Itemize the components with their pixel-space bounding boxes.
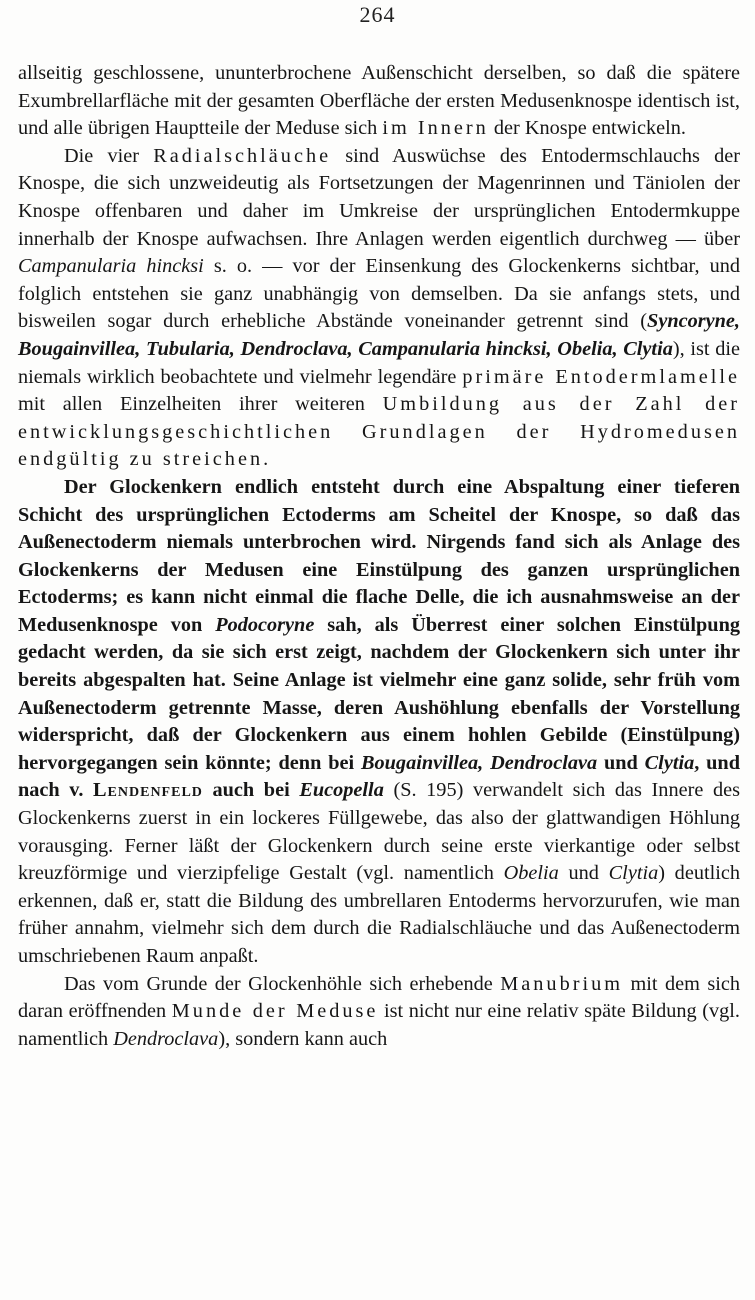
paragraph-2 [18, 143, 740, 474]
text-run: s. o. — vor der Einsenkung des Glockenkerns sichtbar, und folglich entstehen sie ganz unabhängig von demselben. Da sie anfangs stets, und bisweilen sogar durch erhebliche Abstände voneinander getrennt sind ( [18, 255, 741, 333]
text-run: Das vom Grunde der Glockenhöhle sich erhebende [64, 972, 501, 995]
text-run: ), sondern kann auch [218, 1027, 388, 1050]
text-run: ist nicht nur eine relativ späte Bildung (vgl. namentlich [18, 1000, 740, 1050]
taxon-name: Bougainvillea, Dendroclava [360, 751, 598, 774]
spaced-emphasis: Radialschläuche [153, 144, 332, 167]
text-run: Der Glockenkern endlich entsteht durch eine Abspaltung einer tieferen Schicht des ursprünglichen Ectoderms am Scheitel der Knospe, so daß das Außenectoderm niemals unterbrochen wird. Nirgends fand sich als Anlage des Glockenkerns der Medusen eine Einstülpung des ganzen ursprünglichen Ectoderms; es kann nicht einmal die flache Delle, die ich ausnahmsweise an der Medusenknospe von [18, 475, 740, 636]
text-run: , und nach v. [18, 751, 740, 802]
taxon-name: Clytia [644, 751, 695, 774]
text-run: Die vier [64, 144, 154, 167]
spaced-emphasis: primäre Entodermlamelle [462, 365, 741, 388]
text-run: und [558, 862, 609, 885]
text-run: mit dem sich daran eröffnenden [18, 972, 741, 1023]
taxon-name: Clytia [608, 862, 659, 885]
text-run: sind Auswüchse des Entodermschlauchs der Knospe, die sich unzweideutig als Fortsetzungen der Magenrinnen und Täniolen der Knospe offenbaren und daher im Umkreise der ursprünglichen Entodermkuppe innerhalb der Knospe aufwachsen. Ihre Anlagen werden eigentlich durchweg — über [18, 144, 740, 250]
taxon-name: Campanularia hincksi [18, 255, 204, 278]
text-run: mit allen Einzelheiten ihrer weiteren [18, 393, 383, 416]
page-number: 264 [359, 2, 396, 27]
text-run: allseitig geschlossene, ununterbrochene Außenschicht derselben, so daß die spätere Exumbrellarfläche mit der gesamten Oberfläche der ersten Medusenknospe identisch ist, und alle übrigen Hauptteile der Meduse sich [18, 62, 740, 140]
text-run: ), ist die niemals wirklich beobachtete und vielmehr legendäre [18, 337, 740, 388]
text-run: auch bei [202, 779, 300, 802]
taxon-name: Obelia [503, 862, 559, 885]
spaced-emphasis: im Innern [382, 117, 489, 140]
taxon-name: Eucopella [299, 779, 384, 802]
text-run: (S. 195) verwandelt sich das Innere des Glockenkerns zuerst in ein lockeres Füllgewebe, das also der glattwandigen Höhlung vorausging. Ferner läßt der Glockenkern durch seine erste vierkantige oder selbst kreuzförmige und vierzipfelige Gestalt (vgl. namentlich [18, 779, 740, 885]
spaced-emphasis: Umbildung aus der Zahl der entwicklungsgeschichtlichen Grundlagen der Hydromedusen endgültig zu streichen. [18, 393, 740, 471]
text-run: ) deutlich erkennen, daß er, statt die Bildung des umbrellaren Entoderms hervorzurufen, wie man früher annahm, vielmehr sich dem durch die Radialschläuche und das Außenectoderm umschriebenen Raum anpaßt. [18, 862, 741, 967]
text-run: und [597, 751, 645, 774]
author-name: Lendenfeld [93, 779, 203, 802]
taxon-name: Dendroclava [113, 1027, 219, 1050]
paragraph-4 [18, 971, 740, 1054]
text-run: der Knospe entwickeln. [488, 117, 686, 140]
taxon-name: Podocoryne [215, 613, 315, 636]
spaced-emphasis: Manubrium [500, 972, 624, 995]
text-run: sah, als Überrest einer solchen Einstülpung gedacht werden, da sie sich erst zeigt, nachdem der Glockenkern sich unter ihr bereits abgespalten hat. Seine Anlage ist vielmehr eine ganz solide, sehr früh vom Außenectoderm getrennte Masse, deren Aushöhlung ebenfalls der Vorstellung widerspricht, daß der Glockenkern aus einem hohlen Gebilde (Einstülpung) hervorgegangen sein könnte; denn bei [18, 613, 741, 774]
spaced-emphasis: Munde der Meduse [171, 1000, 379, 1023]
paragraph-1 [18, 60, 740, 143]
taxon-list: Syncoryne, Bougainvillea, Tubularia, Dendroclava, Campanularia hincksi, Obelia, Clytia [18, 310, 740, 360]
body-text [18, 60, 740, 1053]
paragraph-3 [18, 474, 740, 971]
